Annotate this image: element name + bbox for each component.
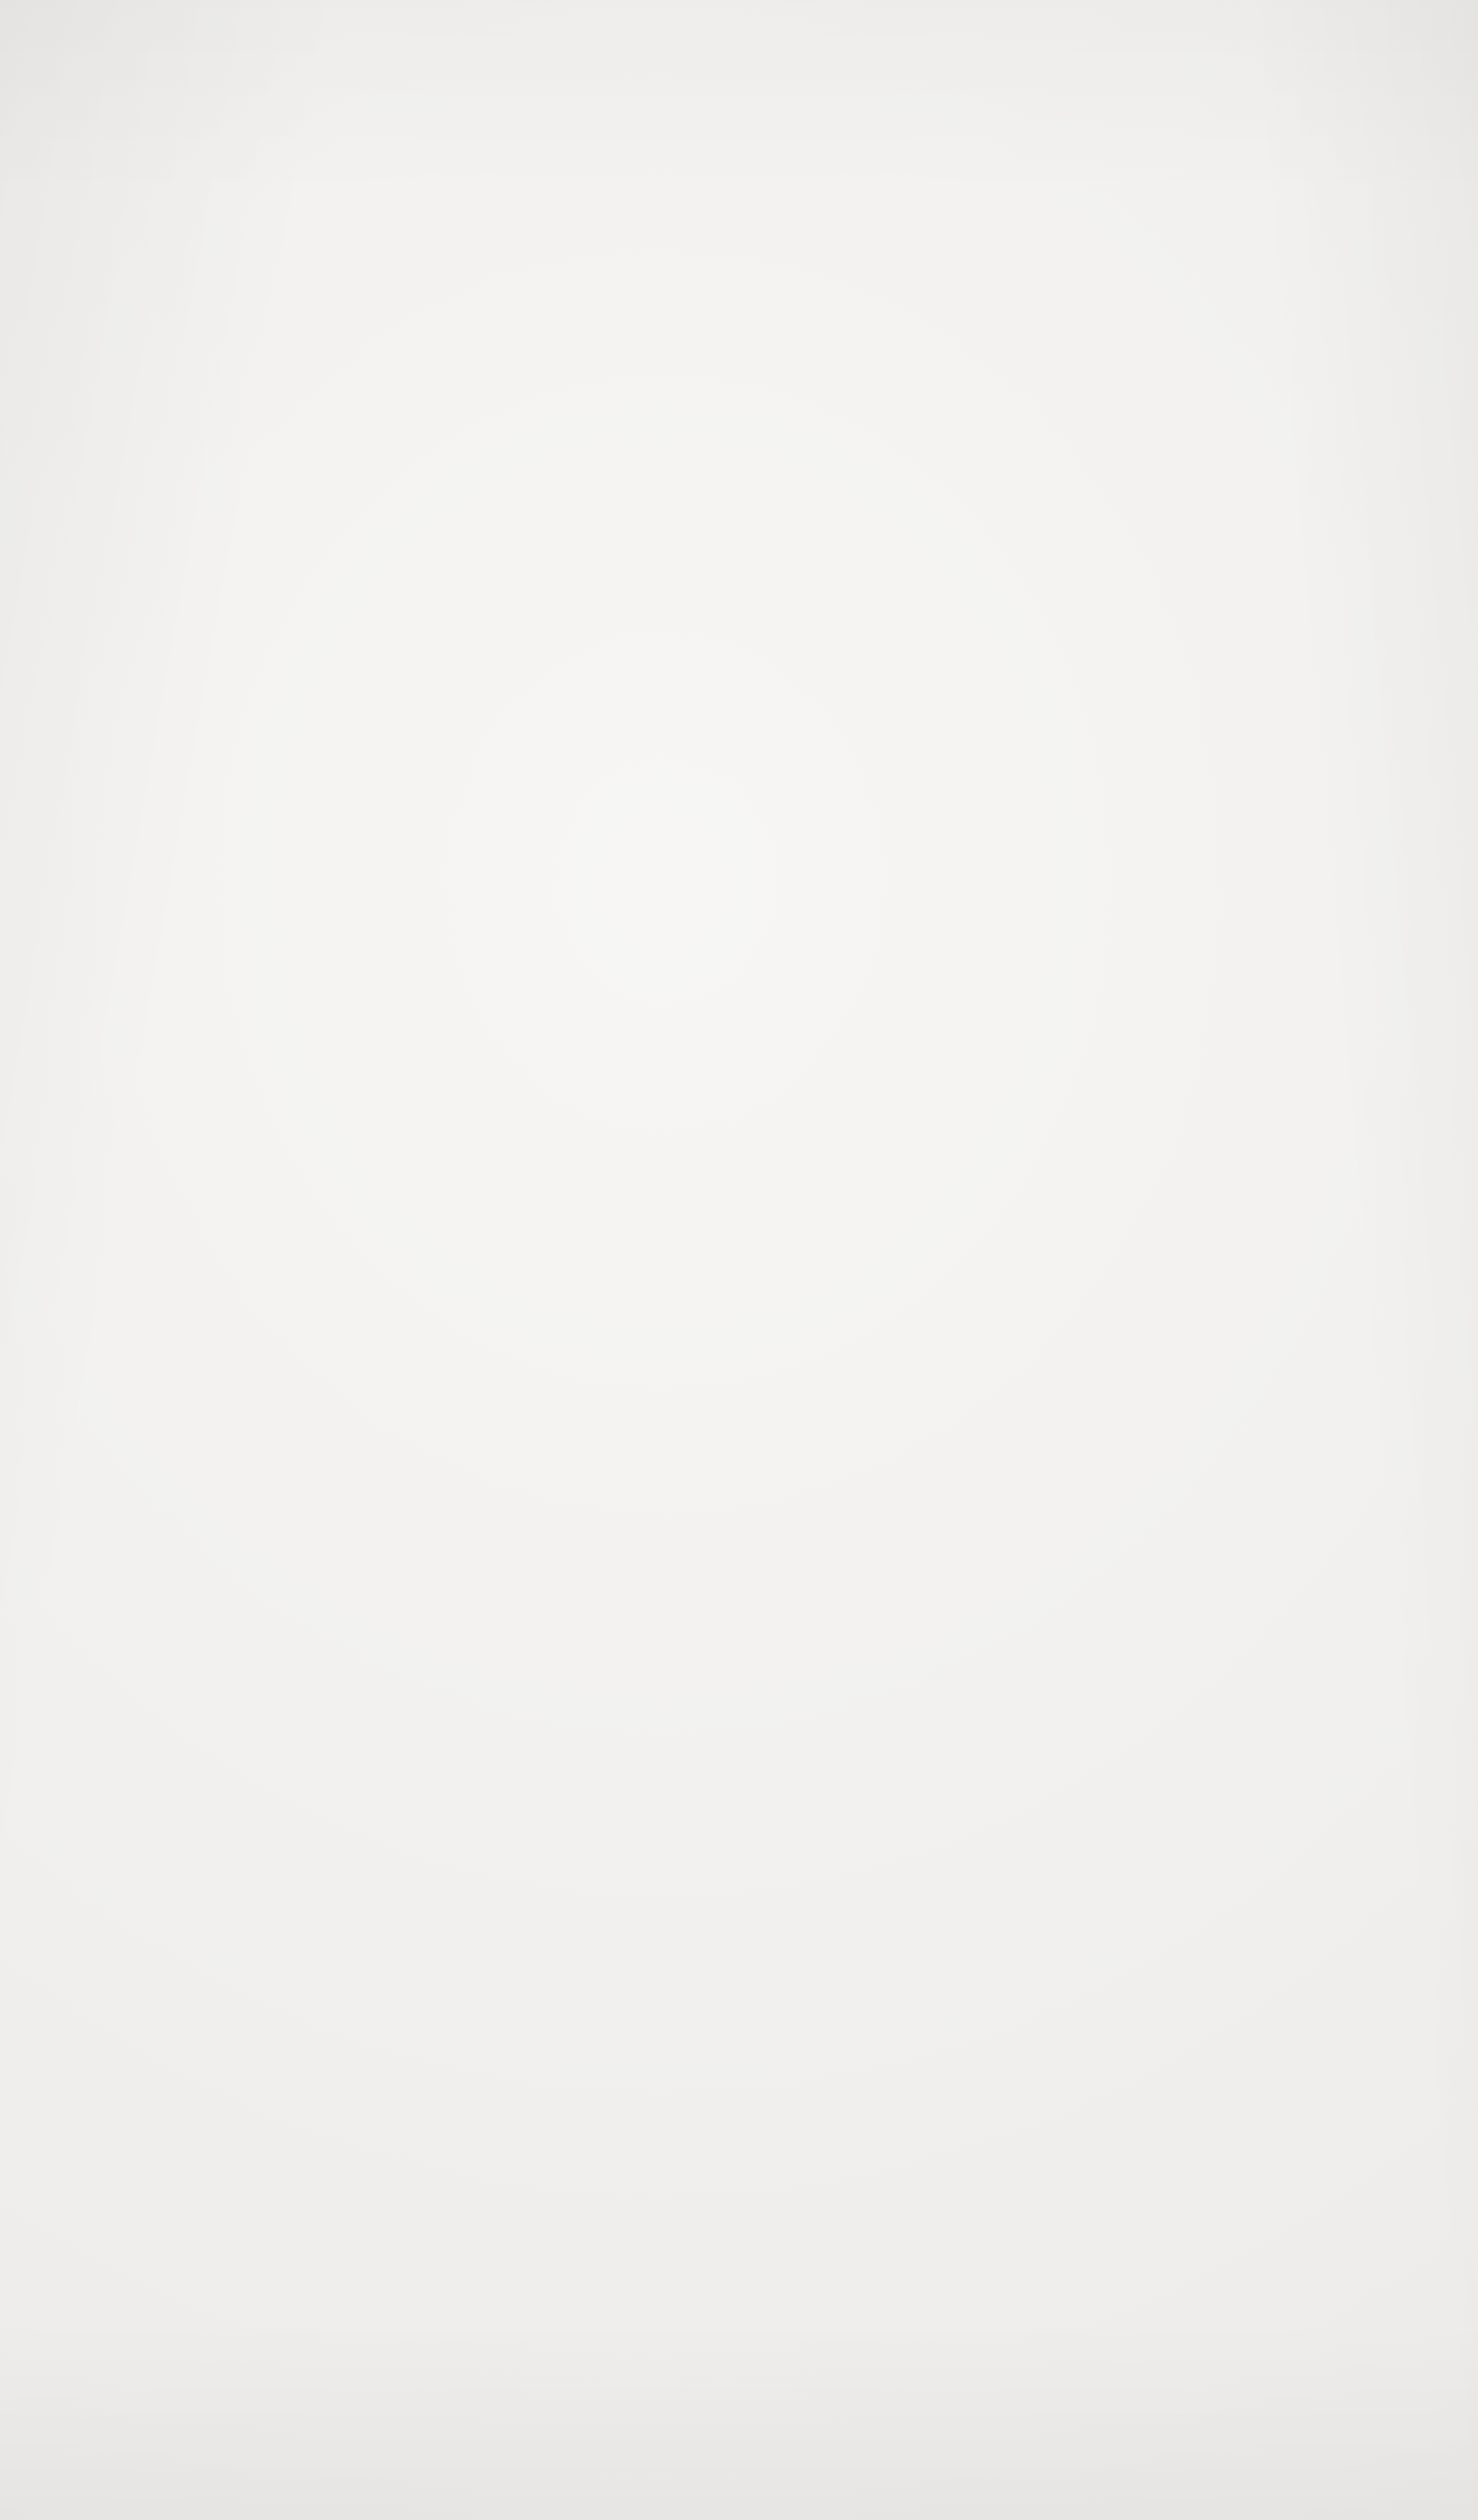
book-heading-line	[28, 37, 1448, 76]
book-heading-text	[28, 37, 36, 76]
book-heading-entry[interactable]	[28, 37, 1448, 76]
